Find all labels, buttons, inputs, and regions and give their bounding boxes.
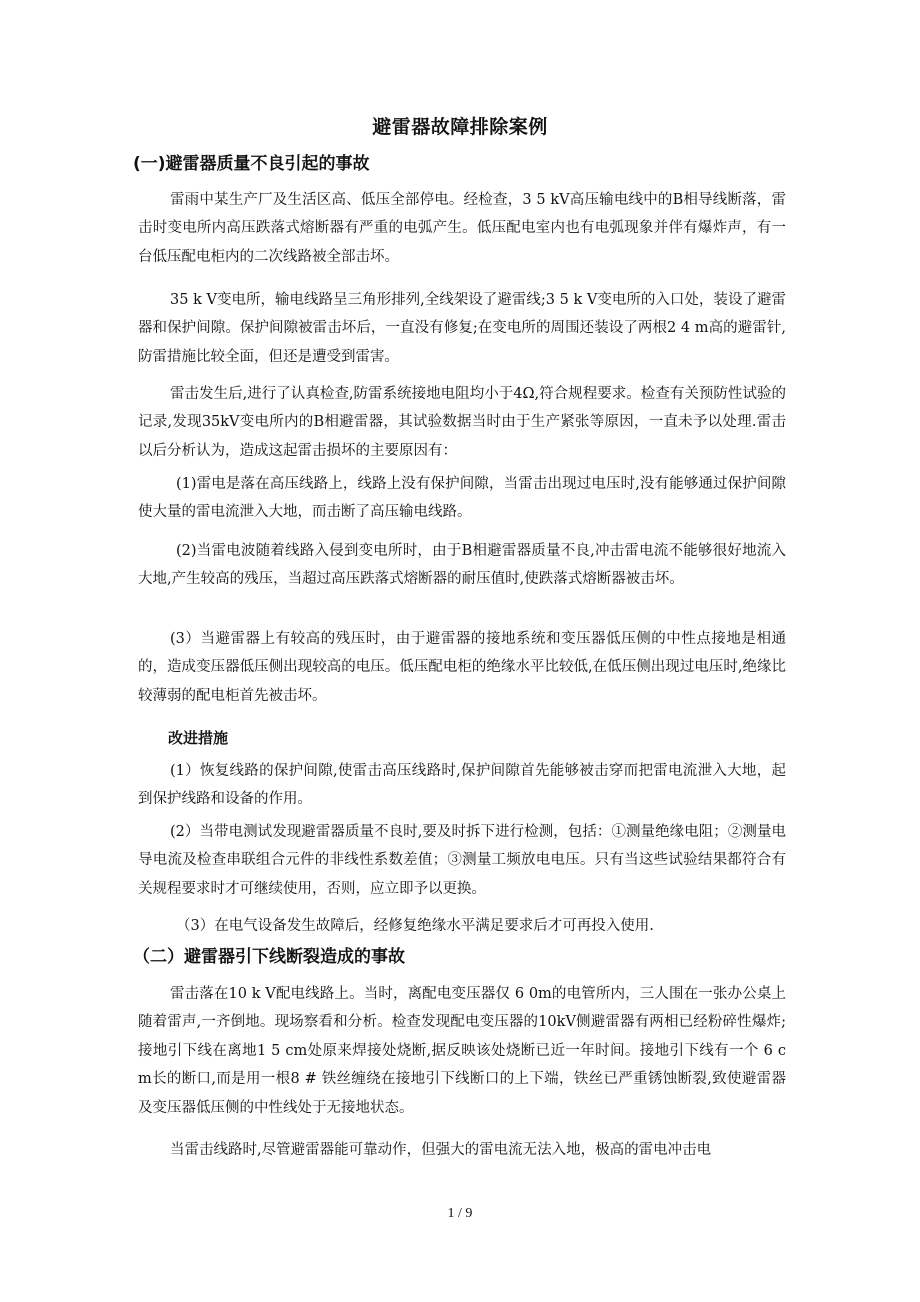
paragraph: 雷击发生后,进行了认真检查,防雷系统接地电阻均小于4Ω,符合规程要求。检查有关预防性试验的记录,发现35kV变电所内的B相避雷器，其试验数据当时由于生产紧张等原因，一直未予以处理.雷击以后分析认为，造成这起雷击损坏的主要原因有： [138,386,786,459]
paragraph: 当雷击线路时,尽管避雷器能可靠动作，但强大的雷电流无法入地，极高的雷电冲击电 [170,1142,712,1158]
paragraph: 35 k V变电所，输电线路呈三角形排列,全线架设了避雷线;3 5 k V变电所的入口处，装设了避雷器和保护间隙。保护间隙被雷击坏后，一直没有修复;在变电所的周围还装设了两根2 4 m高的避雷针,防雷措施比较全面，但还是遭受到雷害。 [138,292,786,365]
measure-item: （3）在电气设备发生故障后，经修复绝缘水平满足要求后才可再投入使用. [176,918,654,934]
page-number: 1 / 9 [447,1206,473,1221]
section-2-heading: （二）避雷器引下线断裂造成的事故 [133,947,405,967]
document-title: 避雷器故障排除案例 [372,116,548,138]
measure-item: (1）恢复线路的保护间隙,使雷击高压线路时,保护间隙首先能够被击穿而把雷电流泄入大地，起到保护线路和设备的作用。 [138,763,786,808]
paragraph: (1)雷电是落在高压线路上，线路上没有保护间隙，当雷击出现过电压时,没有能够通过保护间隙使大量的雷电流泄入大地，而击断了高压输电线路。 [138,476,786,521]
paragraph: 雷雨中某生产厂及生活区高、低压全部停电。经检查，3 5 kV高压输电线中的B相导线断落，雷击时变电所内高压跌落式熔断器有严重的电弧产生。低压配电室内也有电弧现象并伴有爆炸声，有一台低压配电柜内的二次线路被全部击坏。 [138,192,786,265]
paragraph: 雷击落在10 k V配电线路上。当时，离配电变压器仅 6 0m的电管所内，三人围在一张办公桌上随着雷声,一齐倒地。现场察看和分析。检查发现配电变压器的10kV侧避雷器有两相已经粉碎性爆炸;接地引下线在离地1 5 cm处原来焊接处烧断,据反映该处烧断已近一年时间。接地引下线有一个 6 c m长的断口,而是用一根8 # 铁丝缠绕在接地引下线断口的上下端，铁丝已严重锈蚀断裂,致使避雷器及变压器低压侧的中性线处于无接地状态。 [138,986,786,1116]
paragraph: (3）当避雷器上有较高的残压时，由于避雷器的接地系统和变压器低压侧的中性点接地是相通的，造成变压器低压侧出现较高的电压。低压配电柜的绝缘水平比较低,在低压侧出现过电压时,绝缘比较薄弱的配电柜首先被击坏。 [138,631,786,704]
section-1-heading: (一)避雷器质量不良引起的事故 [133,154,370,174]
measure-item: (2）当带电测试发现避雷器质量不良时,要及时拆下进行检测，包括：①测量绝缘电阻；②测量电导电流及检查串联组合元件的非线性系数差值；③测量工频放电电压。只有当这些试验结果都符合有关规程要求时才可继续使用，否则，应立即予以更换。 [138,824,786,897]
paragraph: (2)当雷电波随着线路入侵到变电所时，由于B相避雷器质量不良,冲击雷电流不能够很好地流入大地,产生较高的残压，当超过高压跌落式熔断器的耐压值时,使跌落式熔断器被击坏。 [138,543,786,588]
measures-subheading: 改进措施 [168,729,229,747]
